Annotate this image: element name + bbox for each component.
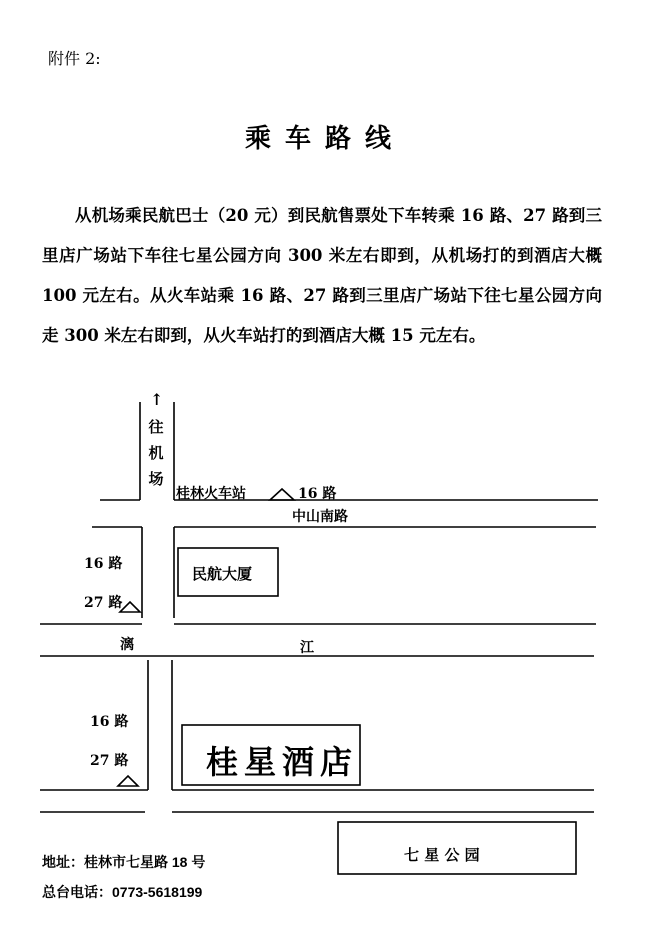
- route-16-top-label: 16 路: [298, 486, 337, 502]
- bus-stop-train-station-icon: [270, 489, 294, 500]
- page-title: 乘车路线: [244, 124, 405, 154]
- zhongshan-road-label: 中山南路: [292, 509, 348, 525]
- train-station-label: 桂林火车站: [176, 486, 246, 502]
- river-jiang-label: 江: [300, 640, 314, 656]
- route-16-upper-label: 16 路: [84, 556, 123, 572]
- route-16-lower-label: 16 路: [90, 714, 129, 730]
- hotel-name: 桂星酒店: [206, 743, 359, 781]
- bus-stop-lower-icon: [118, 776, 138, 786]
- address: 地址：桂林市七星路 18 号: [42, 854, 206, 870]
- route-paragraph: 从机场乘民航巴士（20 元）到民航售票处下车转乘 16 路、27 路到三里店广场站下车往七星公园方向 300 米左右即到，从机场打的到酒店大概 100 元左右。从火车站乘 16 路、27 路到三里店广场站下往七星公园方向走 300 米左右即到，从火车站打的到酒店大概 15 元左右。: [42, 206, 602, 345]
- route-27-upper-label: 27 路: [84, 595, 123, 611]
- to-airport-char-1: 往: [148, 418, 164, 436]
- civil-aviation-building-label: 民航大厦: [192, 565, 253, 583]
- attachment-label: 附件 2:: [48, 49, 101, 68]
- river-li-label: 漓: [120, 637, 134, 653]
- phone: 总台电话：0773-5618199: [42, 884, 203, 900]
- route-27-lower-label: 27 路: [90, 753, 129, 769]
- bus-stop-upper-icon: [120, 602, 140, 612]
- to-airport-label: [146, 414, 166, 492]
- to-airport-char-3: 场: [148, 470, 164, 488]
- up-arrow-icon: ↑: [150, 390, 164, 409]
- to-airport-char-2: 机: [148, 444, 164, 462]
- park-name: 七 星 公 园: [404, 846, 480, 864]
